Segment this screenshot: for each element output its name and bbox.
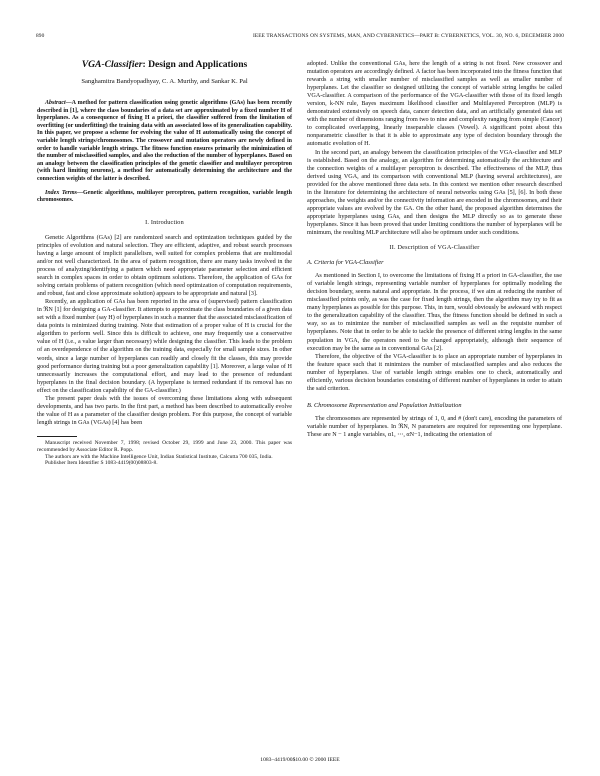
journal-title: IEEE TRANSACTIONS ON SYSTEMS, MAN, AND CYBERNETICS—PART B: CYBERNETICS, VOL. 30, NO. 6, DECEMBER 2000 (252, 33, 564, 39)
intro-paragraph-second-part: In the second part, an analogy between the classification principles of the VGA-classifier and MLP is established. Based on the analogy, an algorithm for determining automatically the architecture and the connection weights of a multilayer perceptron is described. The effectiveness of the MLP, thus derived using VGA, and its comparison with conventional MLP (having several architectures), are provided for the above mentioned three data sets. In this context we mention other research described in the literature for determining the architecture of neural networks using GAs [5], [6]. In both these approaches, the weights and/or the connectivity information are encoded in the chromosomes, and their appropriate values are evolved by the GA. On the other hand, the proposed algorithm determines the appropriate hyperplanes using GAs, and then designs the MLP directly so as to generate these hyperplanes. Since it has been proved that under limiting conditions the number of hyperplanes will be minimum, the resulting MLP architecture will also be optimum under such conditions. (307, 149, 562, 236)
abstract (37, 100, 292, 184)
abstract-text: —A method for pattern classification using genetic algorithms (GAs) has been recently described in [1], where the class boundaries of a data set are approximated by a fixed number H of hyperplanes. As a consequence of fixing H a priori, the classifier suffered from the limitation of overfitting (or underfitting) the training data with an associated loss of its generalization capability. In this paper, we propose a scheme for evolving the value of H automatically using the concept of variable length strings/chromosomes. The crossover and mutation operators are newly defined in order to handle variable length strings. The fitness function ensures primarily the minimization of the number of misclassified samples, and also the reduction of the number of hyperplanes. Based on an analogy between the classification principles of the genetic classifier and multilayer perceptron (with hard limiting neurons), a method for automatically determining the architecture and the connection weights of the latter is described. (37, 100, 292, 182)
authors: Sanghamitra Bandyopadhyay, C. A. Murthy, and Sankar K. Pal (81, 78, 248, 85)
footnote-identifier: Publisher Item Identifier S 1083-4419(00)08803-8. (45, 460, 158, 467)
page-number: 890 (36, 33, 45, 39)
subsection-heading-criteria: A. Criteria for VGA-Classifier (307, 259, 384, 267)
title-italic: VGA-Classifier (81, 59, 143, 70)
footnote-rule (37, 436, 77, 437)
footnote-affiliation: The authors are with the Machine Intelligence Unit, Indian Statistical Institute, Calcutta 700 035, India. (45, 453, 273, 460)
index-terms (37, 190, 292, 205)
section-heading-introduction: I. Introduction (145, 218, 184, 226)
intro-paragraph-1: Genetic Algorithms (GAs) [2] are randomized search and optimization techniques guided by the principles of evolution and natural selection. They are efficient, adaptive, and robust search processes having a large amount of implicit parallelism, well suited for complex problems that are multimodal and/or not well characterized. In the area of pattern recognition, there are many tasks involved in the process of analyzing/identifying a pattern which need appropriate parameter selection and efficient search in complex spaces in order to obtain optimum solutions. Therefore, the application of GAs for solving certain problems of pattern recognition (which need optimization of computation requirements, and robust, fast and close approximate solution) appears to be appropriate and natural [3]. (37, 234, 292, 298)
index-terms-text: —Genetic algorithms, multilayer perceptron, pattern recognition, variable length chromosomes. (37, 189, 292, 204)
right-column (307, 60, 562, 439)
section-heading-description: II. Description of VGA-Classifier (389, 244, 480, 252)
title-rest: : Design and Applications (142, 59, 248, 70)
abstract-label: Abstract (45, 100, 66, 107)
intro-paragraph-3: The present paper deals with the issues of overcoming these limitations along with subsequent developments, and has two parts. In the first part, a method has been described to automatically evolve the value of H as a parameter of the classifier design problem. For this purpose, the concept of variable length strings in GAs (VGAs) [4] has been (37, 395, 292, 426)
chromosome-paragraph-1: The chromosomes are represented by strings of 1, 0, and # (don't care), encoding the parameters of variable number of hyperplanes. In ℜN, N parameters are required for representing one hyperplane. These are N − 1 angle variables, α1, ⋯, αN−1, indicating the orientation of (307, 415, 562, 438)
subsection-heading-chromosome: B. Chromosome Representation and Population Initialization (307, 401, 462, 409)
left-column (37, 58, 292, 467)
criteria-paragraph-1: As mentioned in Section I, to overcome the limitations of fixing H a priori in GA-classifier, the use of variable length strings, representing variable number of hyperplanes for optimally modeling the decision boundary, seems natural and appropriate. In the process, if we aim at reducing the number of misclassified points only, as was the case for fixed length strings, then the algorithm may try to fit as many hyperplanes as possible for this purpose. This, in turn, would obviously be awkward with respect to the generalization capability of the classifier. Thus, the fitness function should be defined in such a way, so as to minimize the number of misclassified samples as well as the requisite number of hyperplanes. Note that in order to be able to tackle the presence of different string lengths in the same population in VGA, the operators need to be changed appropriately, although their sequence of execution may be the same as in conventional GAs [2]. (307, 273, 562, 352)
intro-continued-paragraph: adopted. Unlike the conventional GAs, here the length of a string is not fixed. New crossover and mutation operators are accordingly defined. A factor has been incorporated into the fitness function that rewards a string with smaller number of misclassified samples as well as smaller number of hyperplanes. Let the classifier so designed utilizing the concept of variable string lengths be called VGA-classifier. A comparison of the performance of the VGA-classifier with those of its fixed length version, k-NN rule, Bayes maximum likelihood classifier and Multilayered Perceptron (MLP) is demonstrated extensively on speech data, cancer detection data, and an artificially generated data set with the number of dimensions ranging from two to nine and complexity ranging from simple (Cancer) to complicated overlapping, linearly inseparable classes (Vowel). A significant point about this nonparametric classifier is that it is able to approximate any type of decision boundary through the automatic evolution of H. (307, 61, 562, 148)
intro-paragraph-2: Recently, an application of GAs has been reported in the area of (supervised) pattern classification in ℜN [1] for designing a GA-classifier. It attempts to approximate the class boundaries of a given data set with a fixed number (say H) of hyperplanes in such a manner that the associated misclassification of data points is minimized during training. Note that estimation of a proper value of H is crucial for the algorithm to perform well. Since this is difficult to achieve, one may frequently use a conservative value of H (i.e., a value larger than necessary) while designing the classifier. This leads to the problem of an overdependence of the algorithm on the training data, especially for small sample sizes. In other words, since a large number of hyperplanes can readily and closely fit the classes, this may provide good performance during training but a poor generalization capability [1]. Moreover, a large value of H unnecessarily increases the computational effort, and may lead to the presence of redundant hyperplanes in the final decision boundary. (A hyperplane is termed redundant if its removal has no effect on the classification capability of the GA-classifier.) (37, 299, 292, 394)
criteria-paragraph-2: Therefore, the objective of the VGA-classifier is to place an appropriate number of hyperplanes in the feature space such that it minimizes the number of misclassified samples and also reduces the number of hyperplanes. Use of variable length strings enables one to check, automatically and efficiently, various decision boundaries consisting of different number of hyperplanes in order to attain the said criterion. (307, 353, 562, 392)
article-title (37, 59, 292, 70)
footnote-received: Manuscript received November 7, 1998; revised October 29, 1999 and June 23, 2000. This paper was recommended by Associate Editor R. Popp. (37, 439, 292, 453)
index-terms-label: Index Terms (45, 189, 77, 196)
page-footer-code: 1083–4419/00$10.00 © 2000 IEEE (260, 757, 340, 763)
